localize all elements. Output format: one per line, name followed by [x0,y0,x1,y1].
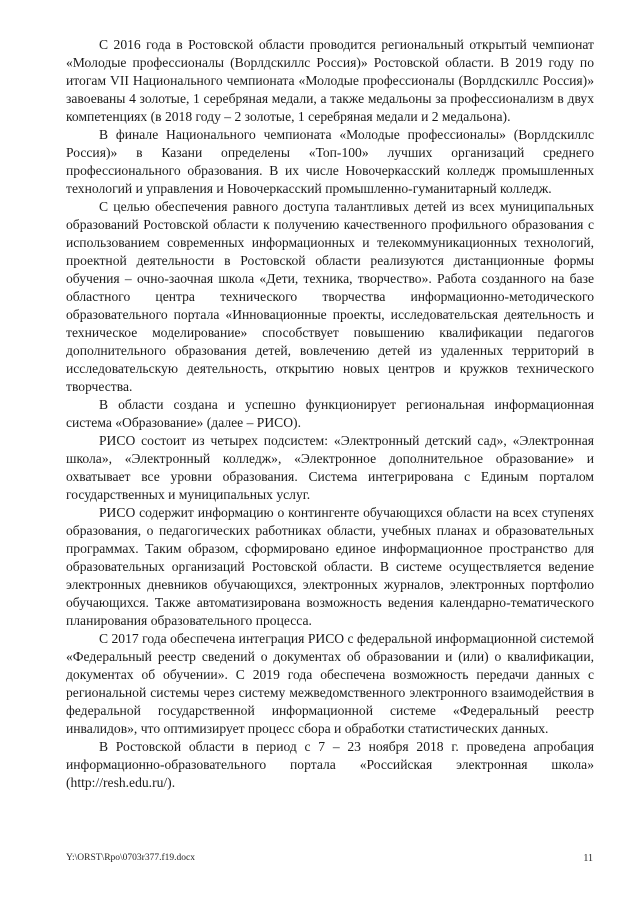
paragraph-russian-e-school: В Ростовской области в период с 7 – 23 ноября 2018 г. проведена апробация информационно-образовательного портала «Российская электронная школа» (http://resh.edu.ru/). [66,739,594,790]
footer-file-path: Y:\ORST\Rpo\0703r377.f19.docx [66,853,195,863]
paragraph-distance-learning: С целью обеспечения равного доступа талантливых детей из всех муниципальных образований Ростовской области к получению качественного профильного образования с использованием современных информационных и телекоммуникационных технологий, проектной деятельности в Ростовской области реализуются дистанционные формы обучения – очно-заочная школа «Дети, техника, творчество». Работа созданного на базе областного центра технического творчества информационно-методического образовательного портала «Инновационные проекты, исследовательская деятельность и техническое моделирование» способствует повышению квалификации педагогов дополнительного образования детей, вовлечению детей из удаленных территорий в исследовательскую деятельность, открытию новых центров и кружков технического творчества. [66,199,594,394]
paragraph-riso-integration: С 2017 года обеспечена интеграция РИСО с федеральной информационной системой «Федеральный реестр сведений о документах об образовании и (или) о квалификации, документах об обучении». С 2019 года обеспечена возможность передачи данных с региональной системы через систему межведомственного электронного взаимодействия в федеральной государственной информационной системе «Федеральный реестр инвалидов», что оптимизирует процесс сбора и обработки статистических данных. [66,631,594,736]
paragraph-riso-intro: В области создана и успешно функционирует региональная информационная система «Образование» (далее – РИСО). [66,397,594,430]
paragraph-worldskills-championship: С 2016 года в Ростовской области проводится региональный открытый чемпионат «Молодые профессионалы (Ворлдскиллс Россия)» Ростовской области. В 2019 году по итогам VII Национального чемпионата «Молодые профессионалы (Ворлдскиллс Россия)» завоеваны 4 золотые, 1 серебряная медали, а также медальоны за профессионализм в двух компетенциях (в 2018 году – 2 золотые, 1 серебряная медали и 2 медальона). [66,37,594,124]
page-number: 11 [583,853,593,864]
paragraph-riso-contents: РИСО содержит информацию о контингенте обучающихся области на всех ступенях образования, о педагогических работниках области, учебных планах и образовательных программах. Таким образом, сформировано единое информационное пространство для образовательных организаций Ростовской области. В системе осуществляется ведение электронных дневников обучающихся, электронных журналов, электронных портфолио обучающихся. Также автоматизирована возможность ведения календарно-тематического планирования образовательного процесса. [66,505,594,628]
paragraph-top-100: В финале Национального чемпионата «Молодые профессионалы» (Ворлдскиллс Россия)» в Казани определены «Топ-100» лучших организаций среднего профессионального образования. В их числе Новочеркасский колледж промышленных технологий и управления и Новочеркасский промышленно-гуманитарный колледж. [66,127,594,196]
document-body [66,36,594,792]
paragraph-riso-subsystems: РИСО состоит из четырех подсистем: «Электронный детский сад», «Электронная школа», «Электронный колледж», «Электронное дополнительное образование» и охватывает все уровни образования. Система интегрирована с Единым порталом государственных и муниципальных услуг. [66,433,594,502]
